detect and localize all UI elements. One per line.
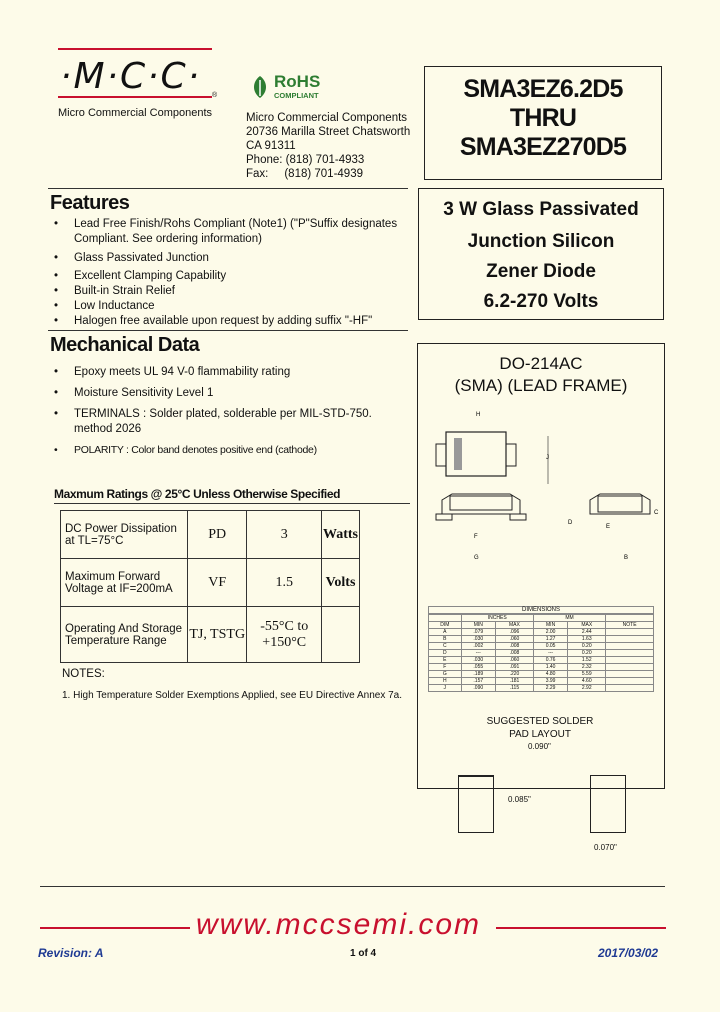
- rating-value: 3: [247, 511, 322, 559]
- part-number-end: SMA3EZ270D5: [459, 133, 627, 161]
- description-line3: Zener Diode: [486, 261, 596, 282]
- rohs-compliant-label: COMPLIANT: [274, 91, 319, 100]
- mcc-logo: [60, 56, 210, 97]
- rating-param: Operating And Storage Temperature Range: [61, 607, 188, 663]
- dim-cell: ---: [461, 650, 495, 657]
- dim-cell: .157: [461, 678, 495, 685]
- features-title: Features: [50, 192, 130, 214]
- table-row: [429, 685, 654, 692]
- svg-text:C: C: [654, 510, 659, 516]
- svg-text:B: B: [624, 555, 629, 561]
- dim-cell: E: [429, 657, 462, 664]
- dim-cell: G: [429, 671, 462, 678]
- table-row: [429, 622, 654, 629]
- mechanical-item: • TERMINALS : Solder plated, solderable per MIL-STD-750. method 2026: [52, 407, 392, 437]
- dim-cell: 5.59: [568, 671, 606, 678]
- dim-cell: [606, 629, 654, 636]
- dim-cell: .055: [461, 664, 495, 671]
- table-row: [429, 678, 654, 685]
- ratings-divider: [54, 503, 410, 504]
- dim-header: MAX: [495, 622, 533, 629]
- description-line4: 6.2-270 Volts: [483, 291, 599, 312]
- dim-cell: C: [429, 643, 462, 650]
- description-box: [418, 188, 664, 320]
- package-panel: [417, 343, 665, 789]
- table-row: [429, 629, 654, 636]
- dim-cell: .060: [495, 636, 533, 643]
- dim-cell: H: [429, 678, 462, 685]
- feature-item: • Halogen free available upon request by adding suffix "-HF": [52, 314, 412, 329]
- dim-cell: J: [429, 685, 462, 692]
- dim-cell: F: [429, 664, 462, 671]
- dim-header: MAX: [568, 622, 606, 629]
- svg-text:F: F: [474, 534, 478, 540]
- dim-cell: 0.20: [568, 650, 606, 657]
- svg-text:J: J: [546, 455, 549, 461]
- part-number-box: [424, 66, 662, 180]
- svg-text:D: D: [568, 520, 573, 526]
- description-line1: 3 W Glass Passivated: [443, 199, 639, 220]
- dim-cell: .096: [495, 629, 533, 636]
- dim-cell: .181: [495, 678, 533, 685]
- footer-page: 1 of 4: [350, 948, 377, 959]
- dim-cell: 2.00: [533, 629, 567, 636]
- pad-dim-gap: 0.070": [594, 843, 617, 852]
- pad-layout-title: SUGGESTED SOLDER: [486, 716, 594, 727]
- feature-item: • Glass Passivated Junction: [52, 251, 412, 266]
- dim-cell: 2.29: [533, 685, 567, 692]
- table-row: [429, 657, 654, 664]
- header-redline-top: [58, 48, 212, 50]
- dim-cell: .030: [461, 657, 495, 664]
- rating-symbol: TJ, TSTG: [187, 607, 247, 663]
- rating-symbol: PD: [187, 511, 247, 559]
- rating-param: DC Power Dissipation at TL=75°C: [61, 511, 188, 559]
- dim-cell: ---: [533, 650, 567, 657]
- address-city: CA 91311: [246, 140, 296, 152]
- ratings-table: [60, 510, 360, 663]
- footer-redline-left: [40, 927, 190, 929]
- dim-header: [429, 615, 462, 622]
- dim-header: DIM: [429, 622, 462, 629]
- feature-item: • Low Inductance: [52, 299, 412, 314]
- dim-cell: .091: [495, 664, 533, 671]
- footer-revision: Revision: A: [38, 946, 104, 960]
- dim-cell: 4.60: [568, 678, 606, 685]
- rohs-leaf-icon: [250, 74, 270, 100]
- dim-cell: .030: [461, 636, 495, 643]
- notes-title: NOTES:: [62, 668, 105, 680]
- notes-item: 1. High Temperature Solder Exemptions Applied, see EU Directive Annex 7a.: [62, 690, 402, 701]
- mechanical-item: • POLARITY : Color band denotes positive end (cathode): [52, 443, 392, 458]
- dim-cell: 2.32: [568, 664, 606, 671]
- pad-dim-height: 0.085": [508, 795, 531, 804]
- footer-website[interactable]: www.mccsemi.com: [196, 908, 482, 941]
- address-street: 20736 Marilla Street Chatsworth: [246, 126, 411, 138]
- dim-cell: [606, 636, 654, 643]
- dim-cell: .079: [461, 629, 495, 636]
- table-row: [429, 650, 654, 657]
- pad-left-body: [458, 775, 494, 833]
- rating-unit: Volts: [322, 559, 360, 607]
- dim-cell: 0.20: [568, 643, 606, 650]
- footer-date: 2017/03/02: [598, 946, 659, 960]
- footer-divider: [40, 886, 665, 887]
- address-fax: Fax: (818) 701-4939: [246, 168, 363, 180]
- features-list: [52, 217, 412, 329]
- feature-item: • Excellent Clamping Capability: [52, 269, 412, 284]
- table-row: [429, 671, 654, 678]
- dim-cell: .060: [495, 657, 533, 664]
- package-drawing: [418, 404, 662, 564]
- dim-cell: .220: [495, 671, 533, 678]
- dim-cell: B: [429, 636, 462, 643]
- dim-cell: [606, 643, 654, 650]
- dim-cell: A: [429, 629, 462, 636]
- dim-cell: [606, 685, 654, 692]
- svg-text:H: H: [476, 412, 481, 418]
- footer-redline-right: [496, 927, 666, 929]
- dim-cell: .189: [461, 671, 495, 678]
- features-divider: [48, 188, 408, 189]
- rating-value: 1.5: [247, 559, 322, 607]
- dim-cell: D: [429, 650, 462, 657]
- table-row: [429, 615, 654, 622]
- rating-value: -55°C to +150°C: [247, 607, 322, 663]
- rating-unit: [322, 607, 360, 663]
- rating-param: Maximum Forward Voltage at IF=200mA: [61, 559, 188, 607]
- feature-item: • Built-in Strain Relief: [52, 284, 412, 299]
- logo-registered-mark: ®: [212, 92, 218, 99]
- mechanical-list: [52, 365, 392, 458]
- dim-cell: 1.52: [568, 657, 606, 664]
- dim-cell: [606, 671, 654, 678]
- dim-header: MIN: [533, 622, 567, 629]
- dimension-title: DIMENSIONS: [428, 606, 654, 614]
- table-row: [61, 511, 360, 559]
- package-title: DO-214AC: [499, 354, 583, 373]
- part-number-thru: THRU: [509, 104, 577, 132]
- address-company: Micro Commercial Components: [246, 112, 408, 124]
- svg-text:G: G: [474, 555, 479, 561]
- dim-cell: .008: [495, 650, 533, 657]
- dim-group-mm: MM: [533, 615, 605, 622]
- mechanical-item: • Epoxy meets UL 94 V-0 flammability rating: [52, 365, 392, 380]
- dim-cell: .002: [461, 643, 495, 650]
- dim-cell: .008: [495, 643, 533, 650]
- dim-cell: [606, 657, 654, 664]
- pad-layout-subtitle: PAD LAYOUT: [509, 729, 571, 740]
- mechanical-divider: [48, 330, 408, 331]
- dim-cell: 3.99: [533, 678, 567, 685]
- logo-text: ·M·C·C·: [60, 56, 202, 97]
- dim-header: MIN: [461, 622, 495, 629]
- table-row: [61, 559, 360, 607]
- package-subtitle: (SMA) (LEAD FRAME): [454, 376, 628, 395]
- dim-cell: 0.76: [533, 657, 567, 664]
- mechanical-item: • Moisture Sensitivity Level 1: [52, 386, 392, 401]
- rating-unit: Watts: [322, 511, 360, 559]
- address-block: [246, 111, 410, 181]
- ratings-title: Maxmum Ratings @ 25°C Unless Otherwise Specified: [54, 487, 341, 501]
- dim-cell: .090: [461, 685, 495, 692]
- dimension-table: [428, 614, 654, 692]
- table-row: [429, 664, 654, 671]
- rating-symbol: VF: [187, 559, 247, 607]
- company-name: Micro Commercial Components: [58, 107, 213, 119]
- dim-header: NOTE: [606, 622, 654, 629]
- table-row: [61, 607, 360, 663]
- dim-cell: 2.44: [568, 629, 606, 636]
- dim-cell: [606, 650, 654, 657]
- dim-cell: 4.80: [533, 671, 567, 678]
- feature-item: • Lead Free Finish/Rohs Compliant (Note1) ("P"Suffix designates Compliant. See ordering information): [52, 217, 412, 247]
- rohs-label: RoHS: [274, 72, 321, 91]
- dim-cell: 2.92: [568, 685, 606, 692]
- address-phone: Phone: (818) 701-4933: [246, 154, 365, 166]
- dim-cell: 0.05: [533, 643, 567, 650]
- dim-cell: 1.63: [568, 636, 606, 643]
- part-number-start: SMA3EZ6.2D5: [463, 75, 623, 103]
- mechanical-title: Mechanical Data: [50, 334, 200, 356]
- pad-right-body: [590, 775, 626, 833]
- dim-group-inches: INCHES: [461, 615, 533, 622]
- table-row: [429, 643, 654, 650]
- dim-cell: [606, 678, 654, 685]
- dim-cell: [606, 664, 654, 671]
- dim-cell: .115: [495, 685, 533, 692]
- pad-dim-width: 0.090": [528, 742, 551, 751]
- table-row: [429, 636, 654, 643]
- svg-text:E: E: [606, 524, 611, 530]
- dim-header: [606, 615, 654, 622]
- description-line2: Junction Silicon: [467, 231, 615, 252]
- dim-cell: 1.40: [533, 664, 567, 671]
- dim-cell: 1.27: [533, 636, 567, 643]
